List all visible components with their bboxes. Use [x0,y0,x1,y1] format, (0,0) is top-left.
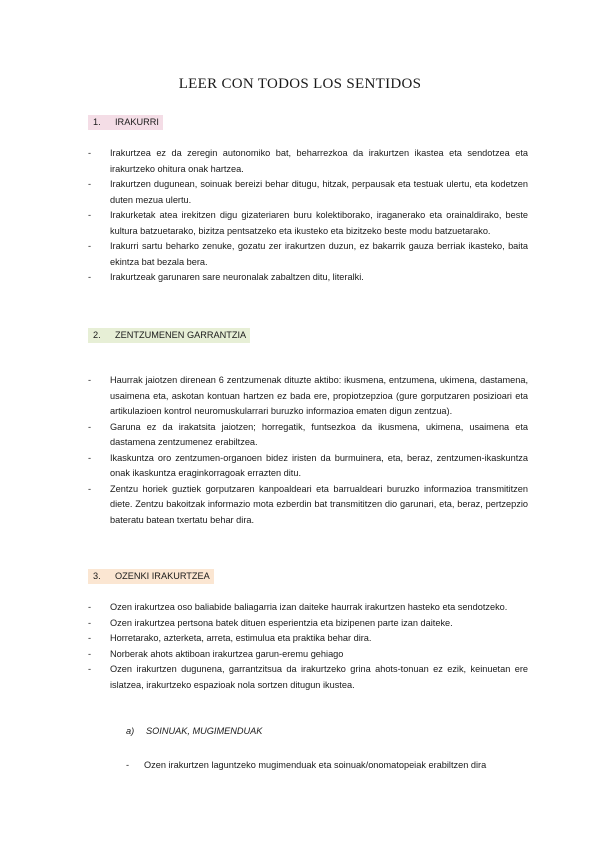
section-heading-zentzumenen-garrantzia [88,328,250,343]
section-title: OZENKI IRAKURTZEA [115,571,210,581]
subsection-list [126,758,528,774]
list-item: - Garuna ez da irakatsita jaiotzen; horregatik, funtsezkoa da ikusmena, ukimena, usaimena eta dastamena zentzumenez erabiltzea. [88,421,528,447]
list-item: - Ozen irakurtzen dugunena, garrantzitsua da irakurtzeko grina ahots-tonuan ez ezik, keinuetan ere islatzea, irakurtzeko espazioak nola sortzen ditugun ikustea. [88,664,528,690]
section-number: 1. [93,117,101,127]
section-heading-ozenki-irakurtzea [88,569,214,584]
list-item: - Ozen irakurtzea pertsona batek dituen esperientzia eta bizipenen parte izan daiteke. [88,617,453,628]
section-heading-irakurri [88,115,163,130]
subsection-heading-soinuak-mugimenduak [126,724,262,739]
list-item: - Irakurri sartu beharko zenuke, gozatu zer irakurtzen duzun, ez bakarrik gauza berriak ikasteko, baita ekintza bat bezala bera. [88,241,528,267]
section-list-zentzumenen-garrantzia [88,373,528,528]
list-item: - Norberak ahots aktiboan irakurtzea garun-eremu gehiago [88,648,344,659]
page-title: LEER CON TODOS LOS SENTIDOS [178,76,422,92]
section-highlight [88,115,163,130]
section-number: 2. [93,330,101,340]
list-item: - Irakurtzen dugunean, soinuak bereizi behar ditugu, hitzak, perpausak eta testuak ulertu, eta kodetzen duten mezua ulertu. [88,179,528,205]
section-number: 3. [93,571,101,581]
list-item: - Ikaskuntza oro zentzumen-organoen bidez iristen da burmuinera, eta, beraz, zentzumen-ikaskuntza onak ikaskuntza eraginkorragoak errazten ditu. [88,452,528,478]
list-item: - Irakurketak atea irekitzen digu gizateriaren buru kolektiborako, iraganerako eta orainaldirako, beste kultura batzuetarako, bizitza pentsatzeko eta ikusteko eta bizitzeko beste modu batzuetarako. [88,210,528,236]
list-item: - Irakurtzea ez da zeregin autonomiko bat, beharrezkoa da irakurtzen ikastea eta sendotzea eta irakurtzeko ohitura onak hartzea. [88,148,528,174]
section-highlight [88,328,250,343]
list-item: - Ozen irakurtzen laguntzeko mugimenduak eta soinuak/onomatopeiak erabiltzen dira [126,760,487,770]
section-list-ozenki-irakurtzea [88,600,528,693]
list-item: - Haurrak jaiotzen direnean 6 zentzumenak dituzte aktibo: ikusmena, entzumena, ukimena, dastamena, usaimena eta, askotan kontuan hartzen ez bada ere, propiotzepzioa (gure gorputzaren posizioari eta artikulazioen kontrol neuromuskularrari buruzko informazioa ematen digun zentzua). [88,375,528,416]
list-item: - Irakurtzeak garunaren sare neuronalak zabaltzen ditu, literalki. [88,272,364,282]
subsection-title: SOINUAK, MUGIMENDUAK [146,726,263,736]
list-item: - Horretarako, azterketa, arreta, estimulua eta praktika behar dira. [88,633,372,643]
list-item: - Zentzu horiek guztiek gorputzaren kanpoaldeari eta barrualdeari buruzko informazioa transmititzen diete. Zentzu bakoitzak informazio mota ezberdin bat transmititzen dio garunari, eta, beraz, pertzepzio bateratu batean txertatu behar dira. [88,483,528,525]
section-list-irakurri [88,146,528,286]
section-title: IRAKURRI [115,117,159,127]
section-highlight [88,569,214,584]
subsection-letter: a) [126,726,135,736]
list-item: - Ozen irakurtzea oso baliabide baliagarria izan daiteke haurrak irakurtzen hasteko eta sendotzeko. [88,602,508,612]
section-title: ZENTZUMENEN GARRANTZIA [115,330,247,340]
